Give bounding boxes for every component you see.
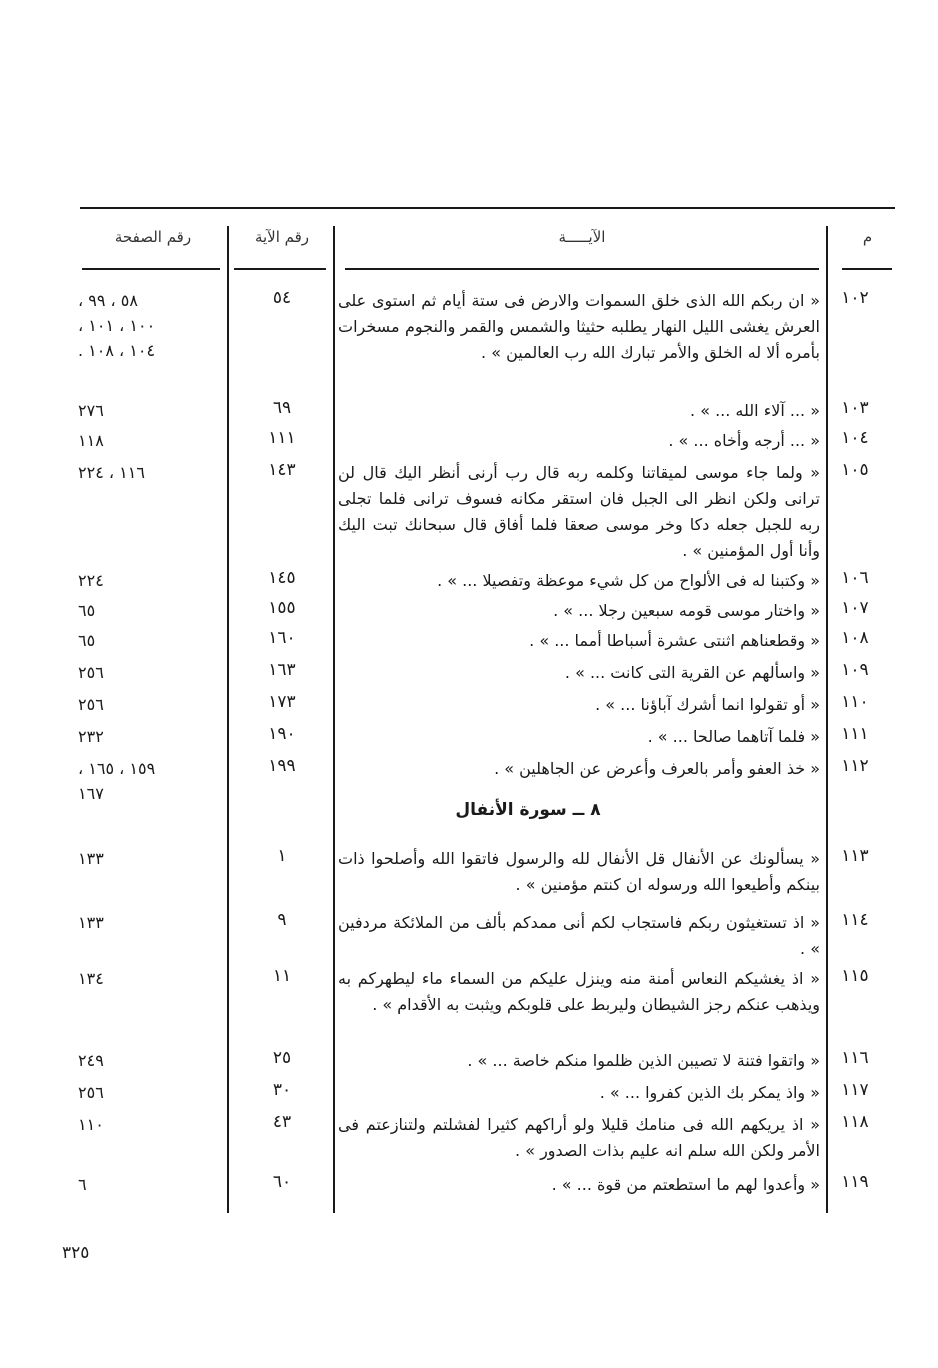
entry-number: ١١٠ [841,692,869,712]
verse-number: ١٩٠ [268,724,296,744]
entry-number: ١٠٣ [841,398,869,418]
page-references [78,1048,223,1073]
entry-number: ١١٢ [841,756,869,776]
page-references [78,1112,223,1137]
entry-number: ١٠٥ [841,460,869,480]
page-references [78,628,223,653]
verse-text: « وقطعناهم اثنتى عشرة أسباطا أمما ... » . [529,631,820,650]
verse-number: ٤٣ [272,1112,292,1132]
surah-heading: ٨ ــ سورة الأنفال [455,800,601,820]
verse-number: ١٤٥ [268,568,296,588]
header-page-number: رقم الصفحة [114,228,192,246]
entry-number: ١١٣ [841,846,869,866]
verse-text: « ... آلاء الله ... » . [690,401,820,420]
page-reference: ١٠٠ ، ١٠١ ، [78,316,156,335]
verse-number: ١٤٣ [268,460,296,480]
page-reference: ١٠٤ ، ١٠٨ . [78,341,156,360]
page-references [78,966,223,991]
page-reference: ١١٨ [78,431,104,450]
verse-number: ٩ [277,910,287,930]
verse-text: « واتقوا فتنة لا تصيبن الذين ظلموا منكم خاصة ... » . [467,1051,820,1070]
column-divider-2 [333,226,335,1213]
page-references [78,1172,223,1197]
page-reference: ١١٦ ، ٢٢٤ [78,463,145,482]
page-reference: ١٥٩ ، ١٦٥ ، [78,759,156,778]
page-reference: ٥٨ ، ٩٩ ، [78,291,138,310]
verse-text: « وأعدوا لهم ما استطعتم من قوة ... » . [551,1175,820,1194]
page-references [78,910,223,935]
page-reference: ٦٥ [78,631,96,650]
verse-number: ١ [277,846,287,866]
entry-number: ١١٦ [841,1048,869,1068]
page-reference: ١٣٣ [78,913,104,932]
verse-text: « يسألونك عن الأنفال قل الأنفال لله والرسول فاتقوا الله وأصلحوا ذات بينكم وأطيعوا الله ورسوله ان كنتم مؤمنين » . [338,849,820,894]
verse-text: « خذ العفو وأمر بالعرف وأعرض عن الجاهلين » . [494,759,820,778]
entry-number: ١٠٦ [841,568,869,588]
page-references [78,288,223,363]
header-underline-verse [234,268,326,270]
verse-number: ٣٠ [272,1080,292,1100]
verse-number: ١٦٠ [268,628,296,648]
entry-number: ١٠٧ [841,598,869,618]
entry-number: ١١٨ [841,1112,869,1132]
entry-number: ١١٤ [841,910,869,930]
verse-number: ٥٤ [272,288,292,308]
page-references [78,598,223,623]
page-references [78,398,223,423]
verse-text: « وكتبنا له فى الألواح من كل شيء موعظة وتفصيلا ... » . [437,571,820,590]
entry-number: ١٠٤ [841,428,869,448]
entry-number: ١١١ [841,724,869,744]
header-verse-number: رقم الآية [254,228,310,246]
page-references [78,428,223,453]
verse-number: ١٥٥ [268,598,296,618]
page-reference: ١٣٣ [78,849,104,868]
verse-number: ٦٩ [272,398,292,418]
page-reference: ٢٣٢ [78,727,104,746]
verse-text: « أو تقولوا انما أشرك آباؤنا ... » . [595,695,820,714]
entry-number: ١٠٩ [841,660,869,680]
page-reference: ٢٤٩ [78,1051,104,1070]
verse-text: « واسألهم عن القرية التى كانت ... » . [564,663,820,682]
page-reference: ٢٥٦ [78,663,104,682]
verse-number: ٢٥ [272,1048,292,1068]
verse-text: « ... أرجه وأخاه ... » . [668,431,820,450]
header-verse-text: الآيـــــة [558,228,606,246]
page-references [78,692,223,717]
verse-text: « فلما آتاهما صالحا ... » . [647,727,820,746]
page-references [78,460,223,485]
verse-text: « ولما جاء موسى لميقاتنا وكلمه ربه قال رب أرنى أنظر اليك قال لن ترانى ولكن انظر الى الجبل فان استقر مكانه فسوف ترانى فلما تجلى ربه للجبل جعله دكا وخر موسى صعقا فلما أفاق قال سبحانك تبت اليك وأنا أول المؤمنين » . [338,463,820,560]
column-divider-1 [227,226,229,1213]
page-number: ٣٢٥ [62,1243,90,1263]
page-reference: ٢٧٦ [78,401,104,420]
page-references [78,1080,223,1105]
page-reference: ١١٠ [78,1115,104,1134]
verse-text: « اذ يغشيكم النعاس أمنة منه وينزل عليكم من السماء ماء ليطهركم به ويذهب عنكم رجز الشيطان وليربط على قلوبكم ويثبت به الأقدام » . [338,969,820,1014]
page-reference: ٢٥٦ [78,1083,104,1102]
page-references [78,756,223,806]
header-underline-text [345,268,819,270]
entry-number: ١١٩ [841,1172,869,1192]
entry-number: ١٠٢ [841,288,869,308]
page-reference: ١٦٧ [78,784,104,803]
verse-text: « ان ربكم الله الذى خلق السموات والارض فى ستة أيام ثم استوى على العرش يغشى الليل النهار يطلبه حثيثا والشمس والقمر والنجوم مسخرات بأمره ألا له الخلق والأمر تبارك الله رب العالمين » . [338,291,820,362]
header-underline-num [842,268,892,270]
verse-number: ١٩٩ [268,756,296,776]
page-reference: ٢٢٤ [78,571,104,590]
verse-text: « اذ يريكهم الله فى منامك قليلا ولو أراكهم كثيرا لفشلتم ولتنازعتم فى الأمر ولكن الله سلم انه عليم بذات الصدور » . [338,1115,820,1160]
column-divider-3 [826,226,828,1213]
page-reference: ٦٥ [78,601,96,620]
page-reference: ٢٥٦ [78,695,104,714]
header-number: م [862,228,873,246]
page-reference: ١٣٤ [78,969,104,988]
page-references [78,568,223,593]
verse-number: ١١ [272,966,292,986]
entry-number: ١١٧ [841,1080,869,1100]
verse-text: « واذ يمكر بك الذين كفروا ... » . [599,1083,820,1102]
verse-text: « واختار موسى قومه سبعين رجلا ... » . [553,601,820,620]
verse-number: ١٦٣ [268,660,296,680]
page-reference: ٦ [78,1175,87,1194]
page-references [78,724,223,749]
verse-number: ١١١ [268,428,296,448]
page-references [78,846,223,871]
verse-text: « اذ تستغيثون ربكم فاستجاب لكم أنى ممدكم بألف من الملائكة مردفين » . [338,913,820,958]
header-underline-page [82,268,220,270]
verse-number: ١٧٣ [268,692,296,712]
page-references [78,660,223,685]
verse-number: ٦٠ [272,1172,292,1192]
entry-number: ١١٥ [841,966,869,986]
top-rule [80,207,895,209]
entry-number: ١٠٨ [841,628,869,648]
